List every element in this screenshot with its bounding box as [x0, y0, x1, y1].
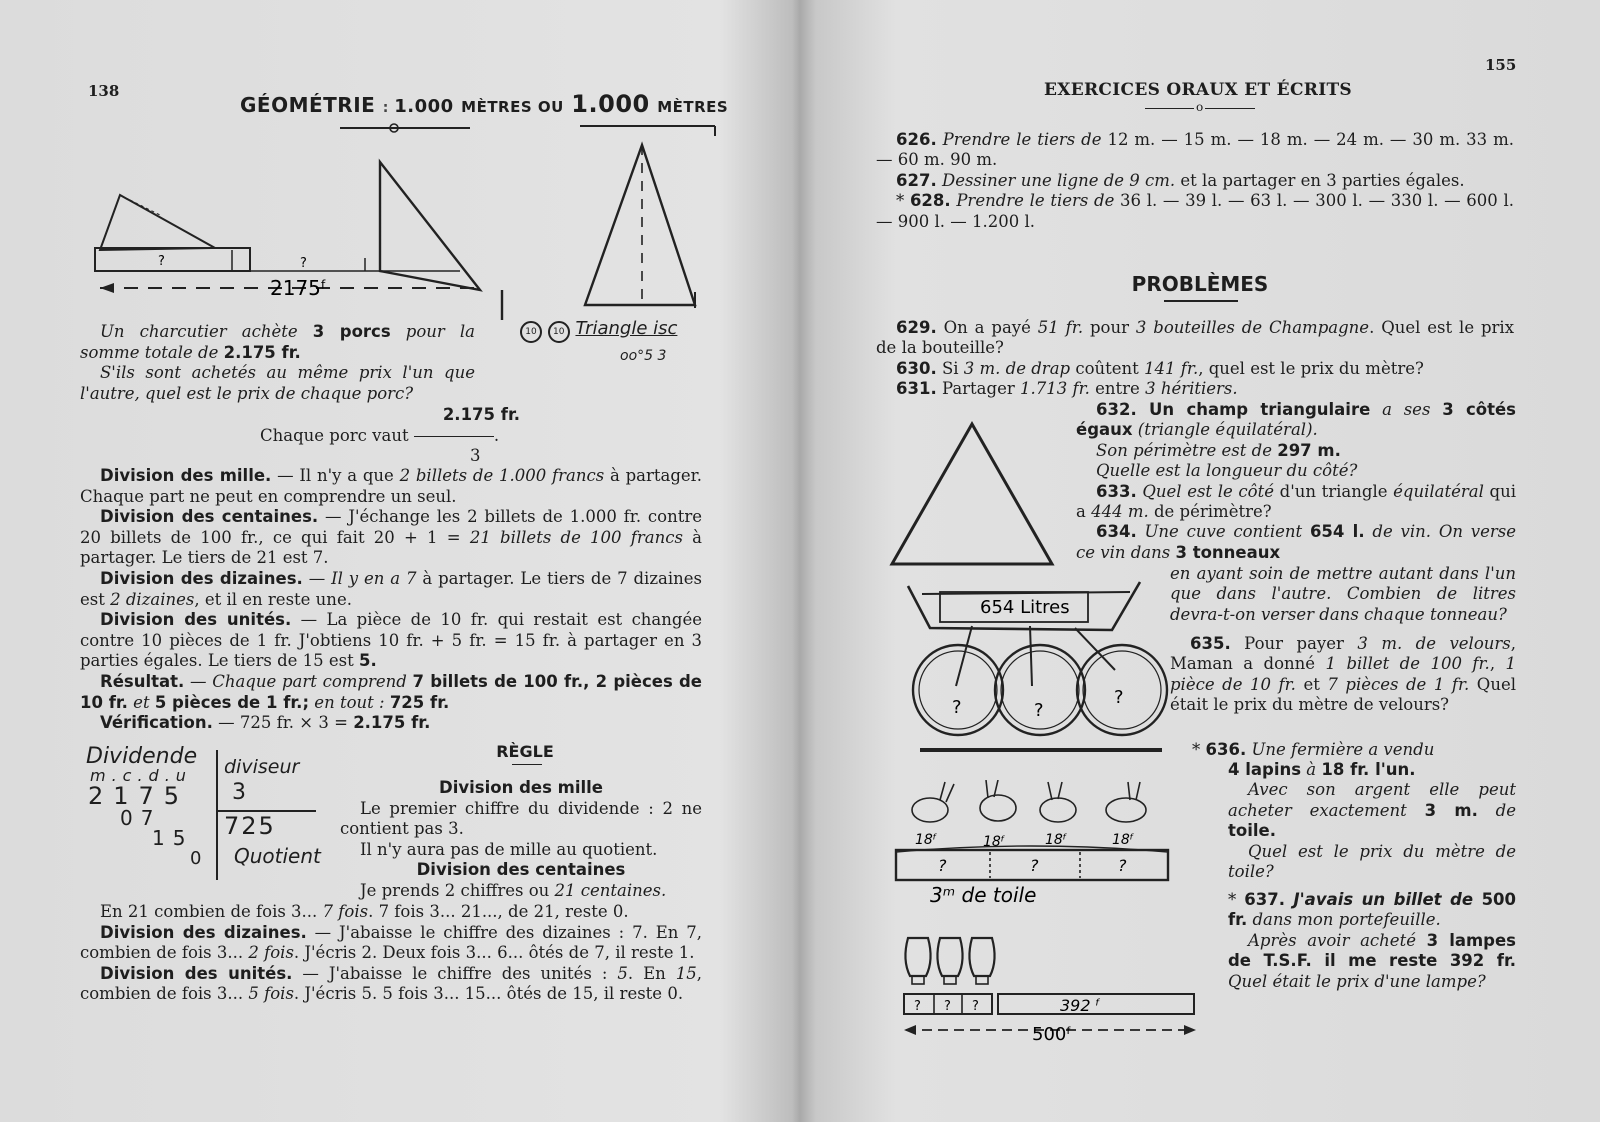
svg-text:?: ?: [300, 256, 307, 271]
svg-text:392 ᶠ: 392 ᶠ: [1060, 996, 1101, 1015]
lamps-figure: [900, 932, 1210, 1047]
title-ornament: [330, 118, 720, 138]
problem-statement: Un charcutier achète 3 porcs pour la somme totale de 2.175 fr. S'ils sont achetés au même prix l'un que l'autre, quel est le prix de chaque porc?: [80, 322, 475, 403]
small-triangle-icon: [100, 195, 215, 250]
svg-text:?: ?: [952, 697, 962, 718]
svg-text:?: ?: [914, 999, 921, 1014]
svg-text:18ᶠ: 18ᶠ: [1045, 832, 1067, 848]
rabbit-icon: [980, 780, 1016, 821]
problems-632-634: 632. Un champ triangulaire a ses 3 côtés égaux (triangle équilatéral). Son périmètre est de 297 m. Quelle est la longueur du côté? 633. Quel est le côté d'un triangle équilatéral qui a 444 m. de périmètre? 634. Une cuve contient 654 l. de vin. On verse ce vin dans 3 tonneaux: [1076, 400, 1517, 562]
stamp-text: 10 10 Triangle isc: [520, 318, 677, 343]
problems-629-631: 629. On a payé 51 fr. pour 3 bouteilles de Champagne. Quel est le prix de la bouteille? 630. Si 3 m. de drap coûtent 141 fr., quel est le prix du mètre? 631. Partager 1.713 fr. entre 3 héritiers.: [876, 318, 1515, 399]
isosceles-triangle-icon: [585, 145, 695, 305]
title-ornament: o: [1145, 100, 1255, 116]
problem-636-body: 4 lapins à 18 fr. l'un. Avec son argent elle peut acheter exactement 3 m. de toile. Quel est le prix du mètre de toile?: [1228, 760, 1516, 882]
page-number: 155: [1485, 56, 1517, 74]
price-bar: [95, 248, 250, 271]
rabbits-figure: [890, 780, 1190, 905]
regle-continued: En 21 combien de fois 3... 7 fois. 7 fois 3... 21..., de 21, reste 0. Division des dizaines. — J'abaisse le chiffre des dizaines : 7. En 7, combien de fois 3... 2 fois. J'écris 2. Deux fois 3... 6... ôtés de 7, il reste 1. Division des unités. — J'abaisse le chiffre des unités : 5. En 15, combien de fois 3... 5 fois. J'écris 5. 5 fois 3... 15... ôtés de 15, il reste 0.: [80, 902, 703, 1004]
chapter-title: GÉOMÉTRIE : 1.000 MÈTRES OU 1.000 MÈTRES: [240, 90, 729, 118]
right-page: [800, 0, 1600, 1122]
regle-title: RÈGLE: [496, 742, 554, 761]
lamp-icon: [937, 938, 962, 984]
barrel-icon: [913, 645, 1003, 735]
svg-text:18ᶠ: 18ᶠ: [915, 832, 937, 848]
problem-636: * 636. Une fermière a vendu: [1192, 740, 1435, 759]
arrow-left-icon: [100, 283, 114, 293]
svg-text:?: ?: [1118, 856, 1127, 875]
problem-637: * 637. J'avais un billet de 500 fr. dans mon portefeuille. Après avoir acheté 3 lampes de T.S.F. il me reste 392 fr. Quel était le prix d'une lampe?: [1228, 890, 1517, 991]
barrel-icon: [995, 645, 1085, 735]
problems-title: PROBLÈMES: [1131, 272, 1269, 296]
triangles-figure: [90, 140, 710, 320]
vat-barrels-figure: [900, 578, 1180, 758]
svg-text:654 Litres: 654 Litres: [980, 597, 1070, 618]
svg-text:?: ?: [1114, 687, 1124, 708]
long-division: Dividende m.c.d.u 2175 diviseur 3 07 15 0 725 Quotient: [84, 744, 334, 884]
svg-text:500ᶠ: 500ᶠ: [1032, 1024, 1072, 1045]
svg-text:2175ᶠ: 2175ᶠ: [270, 276, 327, 300]
svg-text:18ᶠ: 18ᶠ: [1112, 832, 1134, 848]
svg-text:18ᶠ: 18ᶠ: [983, 834, 1005, 850]
equilateral-triangle-icon: [888, 420, 1058, 570]
svg-text:?: ?: [944, 999, 951, 1014]
arrow-left-icon: [904, 1025, 916, 1035]
rabbit-icon: [912, 782, 954, 822]
division-steps: Division des mille. — Il n'y a que 2 billets de 1.000 francs à partager. Chaque part ne peut en comprendre un seul. Division des centaines. — J'échange les 2 billets de 1.000 fr. contre 20 billets de 100 fr., ce qui fait 20 + 1 = 21 billets de 100 francs à partager. Le tiers de 21 est 7. Division des dizaines. — Il y en a 7 à partager. Le tiers de 7 dizaines est 2 dizaines, et il en reste une. Division des unités. — La pièce de 10 fr. qui restait est changée contre 10 pièces de 1 fr. J'obtiens 10 fr. + 5 fr. = 15 fr. à partager en 3 parties égales. Le tiers de 15 est 5. Résultat. — Chaque part comprend 7 billets de 100 fr., 2 pièces de 10 fr. et 5 pièces de 1 fr.; en tout : 725 fr. Vérification. — 725 fr. × 3 = 2.175 fr.: [80, 466, 702, 733]
problem-634-continued: en ayant soin de mettre autant dans l'un que dans l'autre. Combien de litres devra-t-on verser dans chaque tonneau?: [1170, 564, 1516, 624]
lamp-icon: [905, 938, 930, 984]
lamp-icon: [969, 938, 994, 984]
svg-text:?: ?: [938, 856, 947, 875]
problem-635: 635. Pour payer 3 m. de velours, Maman a donné 1 billet de 100 fr., 1 pièce de 10 fr. et 7 pièces de 1 fr. Quel était le prix du mètre de velours?: [1170, 634, 1516, 715]
svg-text:3ᵐ de toile: 3ᵐ de toile: [930, 883, 1037, 905]
page-number: 138: [88, 82, 120, 100]
arrow-right-icon: [1184, 1025, 1196, 1035]
svg-text:?: ?: [1034, 700, 1044, 721]
stamp-text-2: oo°5 3: [620, 348, 667, 364]
svg-text:?: ?: [972, 999, 979, 1014]
oral-exercises: 626. Prendre le tiers de 12 m. — 15 m. — 18 m. — 24 m. — 30 m. 33 m. — 60 m. 90 m. 627. Dessiner une ligne de 9 cm. et la partager en 3 parties égales. * 628. Prendre le tiers de 36 l. — 39 l. — 63 l. — 300 l. — 330 l. — 600 l. — 900 l. — 1.200 l.: [876, 130, 1514, 231]
svg-text:?: ?: [1030, 856, 1039, 875]
chapter-title: EXERCICES ORAUX ET ÉCRITS: [1044, 80, 1352, 100]
rabbit-icon: [1106, 782, 1146, 822]
regle-body: Division des mille Le premier chiffre du dividende : 2 ne contient pas 3. Il n'y aura pas de mille au quotient. Division des centaines Je prends 2 chiffres ou 21 centaines.: [340, 778, 702, 900]
fraction: 2.175 fr. Chaque porc vaut . 3: [260, 405, 520, 466]
rabbit-icon: [1040, 782, 1076, 822]
svg-text:?: ?: [158, 254, 165, 269]
